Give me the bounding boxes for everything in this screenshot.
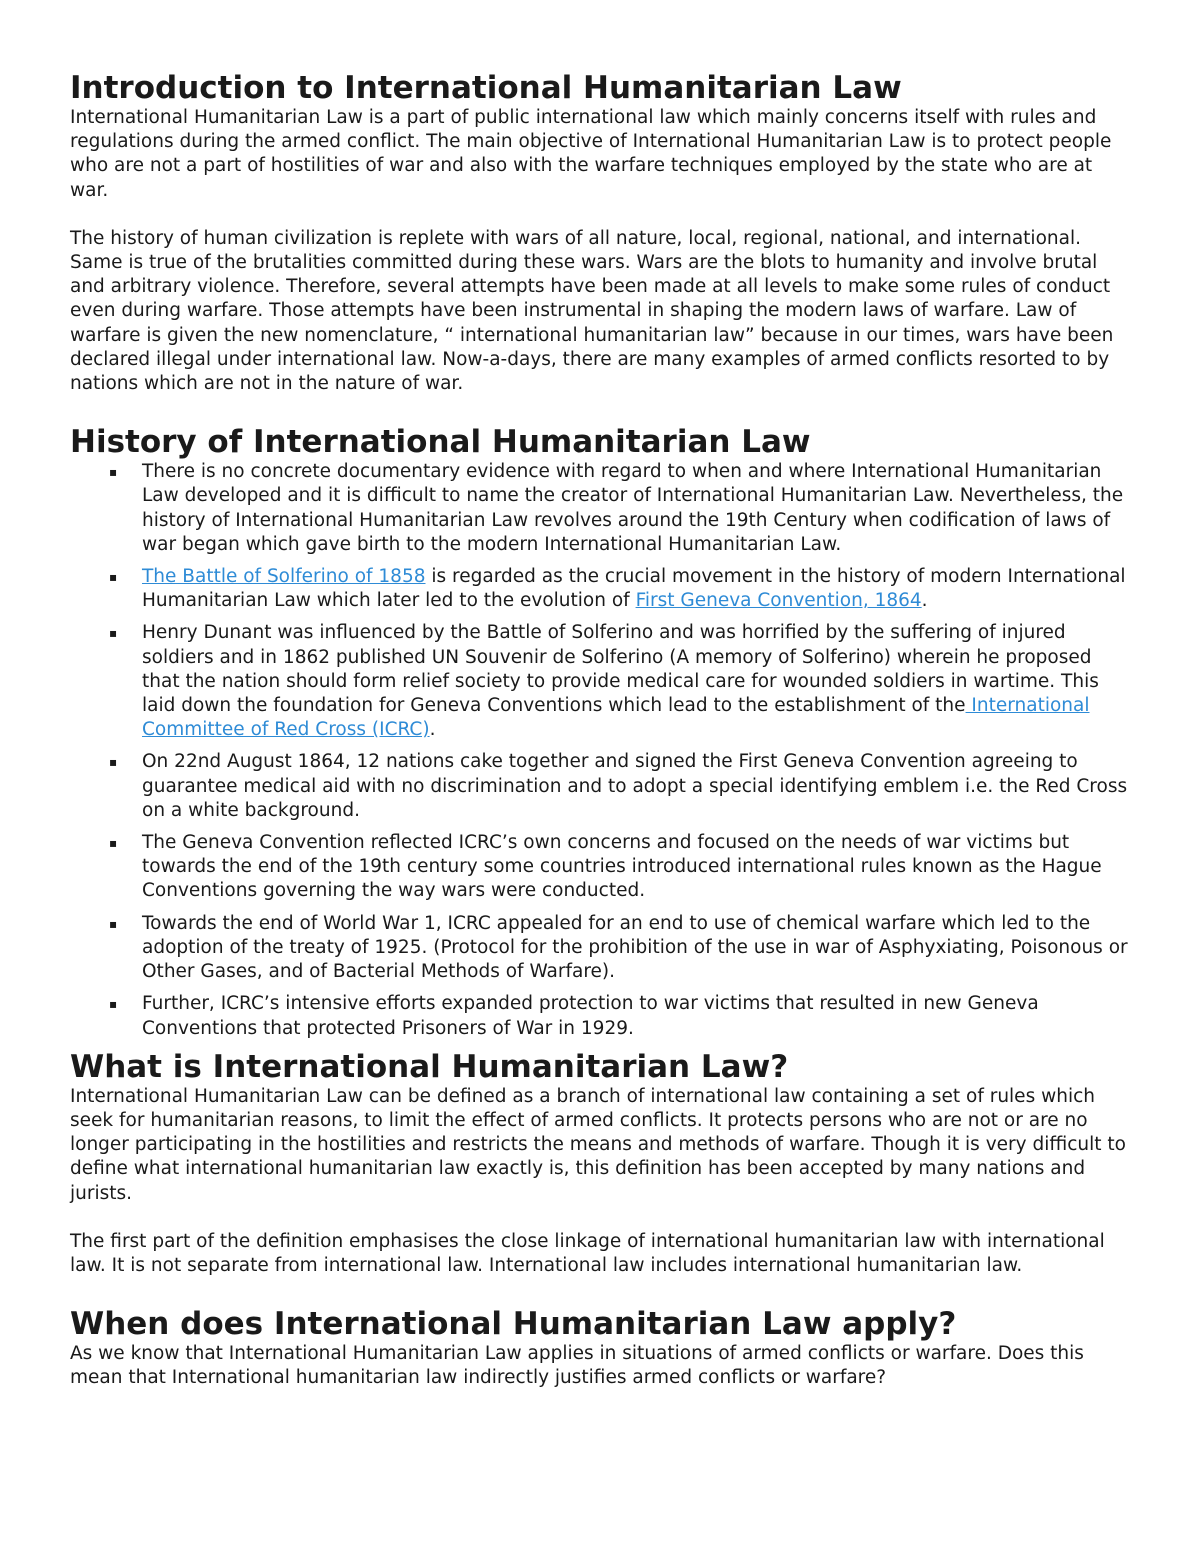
heading-history: History of International Humanitarian Law: [70, 424, 811, 461]
history-bullet-item: [109, 831, 1130, 904]
heading-what-is: What is International Humanitarian Law?: [70, 1048, 789, 1085]
heading-when: When does International Humanitarian Law apply?: [70, 1306, 957, 1343]
square-bullet-icon: ▪: [109, 626, 118, 641]
what-paragraph-1: International Humanitarian Law can be defined as a branch of international law containing a set of rules which seek for humanitarian reasons, to limit the effect of armed conflicts. It protects persons who are not or are no longer participating in the hostilities and restricts the means and methods of warfare. Though it is very difficult to define what international humanitarian law exactly is, this definition has been accepted by many nations and jurists.: [70, 1085, 1126, 1204]
intro-paragraph-1: International Humanitarian Law is a part of public international law which mainly concerns itself with rules and regulations during the armed conflict. The main objective of International Humanitarian Law is to protect people who are not a part of hostilities of war and also with the warfare techniques employed by the state who are at war.: [70, 107, 1112, 201]
square-bullet-icon: ▪: [109, 570, 118, 585]
square-bullet-icon: ▪: [109, 836, 118, 851]
history-bullet-text: Towards the end of World War 1, ICRC appealed for an end to use of chemical warfare which led to the adoption of the treaty of 1925. (Protocol for the prohibition of the use in war of Asphyxiating, Poisonous or Other Gases, and of Bacterial Methods of Warfare).: [142, 912, 1128, 983]
section-gap: [70, 1278, 1130, 1306]
history-bullet-item: [109, 912, 1130, 985]
history-bullet-item: [109, 992, 1130, 1040]
history-bullet-item: [109, 621, 1130, 742]
paragraph-gap: [70, 203, 1130, 227]
square-bullet-icon: ▪: [109, 997, 118, 1012]
square-bullet-icon: ▪: [109, 465, 118, 480]
heading-introduction: Introduction to International Humanitarian Law: [70, 70, 902, 106]
paragraph-gap: [70, 1206, 1130, 1230]
when-paragraph-1: As we know that International Humanitarian Law applies in situations of armed conflicts or warfare. Does this mean that International humanitarian law indirectly justifies armed conflicts or warfare?: [70, 1343, 1084, 1389]
history-bullet-text: There is no concrete documentary evidence with regard to when and where International Humanitarian Law developed and it is difficult to name the creator of International Humanitarian Law. Nevertheless, the history of International Humanitarian Law revolves around the 19th Century when codification of laws of war began which gave birth to the modern International Humanitarian Law.: [142, 461, 1124, 555]
link-icrc[interactable]: International Committee of Red Cross (ICRC): [142, 695, 1090, 741]
link-battle-of-solferino[interactable]: The Battle of Solferino of 1858: [142, 566, 426, 588]
link-first-geneva-convention[interactable]: First Geneva Convention, 1864: [635, 590, 922, 612]
history-bullet-text: Further, ICRC’s intensive efforts expanded protection to war victims that resulted in new Geneva Conventions that protected Prisoners of War in 1929.: [142, 993, 1039, 1039]
what-paragraph-2: The first part of the definition emphasises the close linkage of international humanitarian law with international law. It is not separate from international law. International law includes international humanitarian law.: [70, 1230, 1105, 1276]
history-bullet-item: [109, 750, 1130, 823]
history-bullet-list: [70, 460, 1130, 1040]
section-gap: [70, 396, 1130, 424]
history-bullet-text: .: [921, 590, 928, 612]
history-bullet-text: Henry Dunant was influenced by the Battle of Solferino and was horrified by the suffering of injured soldiers and in 1862 published UN Souvenir de Solferino (A memory of Solferino) wherein he proposed that the nation should form relief society to provide medical care for wounded soldiers in wartime. This laid down the foundation for Geneva Conventions which lead to the establishment of the: [142, 622, 1099, 717]
intro-paragraph-2: The history of human civilization is replete with wars of all nature, local, regional, national, and international. Same is true of the brutalities committed during these wars. Wars are the blots to humanity and involve brutal and arbitrary violence. Therefore, several attempts have been made at all levels to make some rules of conduct even during warfare. Those attempts have been instrumental in shaping the modern laws of warfare. Law of warfare is given the new nomenclature, “ international humanitarian law” because in our times, wars have been declared illegal under international law. Now-a-days, there are many examples of armed conflicts resorted to by nations which are not in the nature of war.: [70, 227, 1114, 395]
history-bullet-text: .: [429, 719, 436, 741]
history-bullet-text: is regarded as the crucial movement in the history of modern International Humanitarian Law which later led to the evolution of: [142, 566, 1126, 612]
square-bullet-icon: ▪: [109, 916, 118, 931]
history-bullet-item: [109, 565, 1130, 613]
square-bullet-icon: ▪: [109, 755, 118, 770]
history-bullet-item: [109, 460, 1130, 557]
history-bullet-text: The Geneva Convention reflected ICRC’s own concerns and focused on the needs of war victims but towards the end of the 19th century some countries introduced international rules known as the Hague Conventions governing the way wars were conducted.: [142, 832, 1102, 902]
history-bullet-text: On 22nd August 1864, 12 nations cake together and signed the First Geneva Convention agreeing to guarantee medical aid with no discrimination and to adopt a special identifying emblem i.e. the Red Cross on a white background.: [142, 751, 1128, 821]
